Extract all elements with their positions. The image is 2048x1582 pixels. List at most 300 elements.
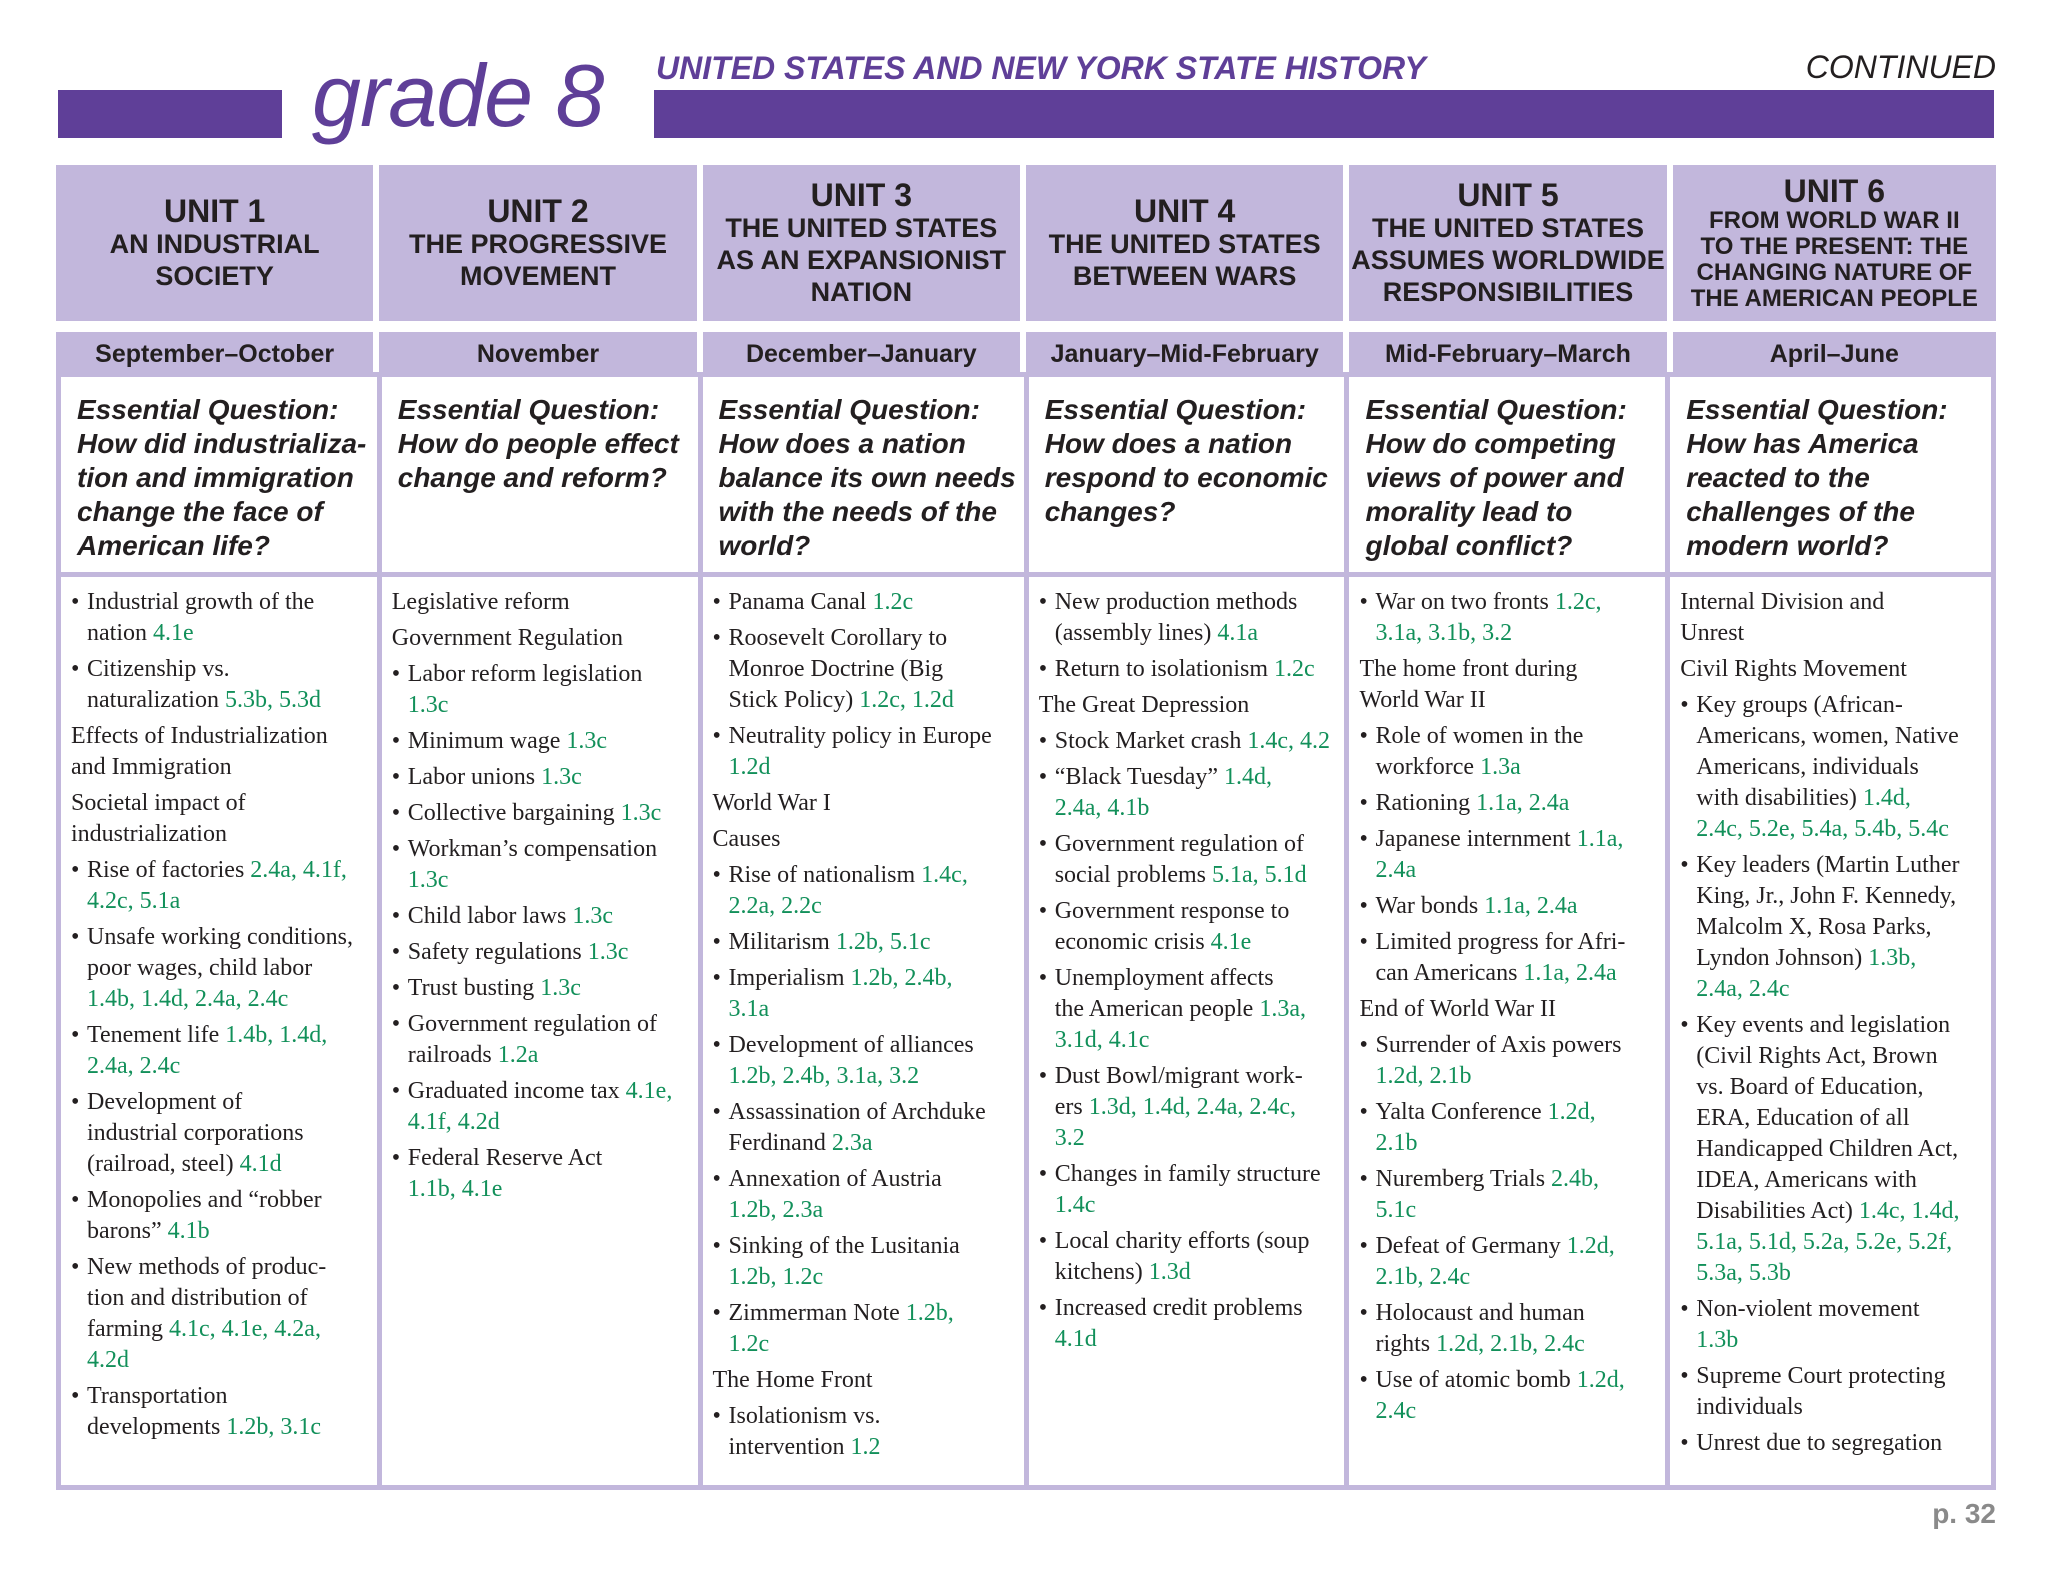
unit-topics-1	[61, 577, 382, 1485]
standard-codes: 2.4a, 4.1b	[1054, 795, 1150, 821]
topic-line	[408, 1174, 690, 1205]
topic-text: Rise of factories	[87, 857, 251, 883]
topic-line	[1375, 893, 1577, 919]
bullet-marker: •	[71, 656, 80, 682]
topic-bullet	[392, 659, 690, 721]
standard-codes: 3.1a, 3.1b, 3.2	[1375, 620, 1513, 646]
essential-question-line: morality lead to	[1365, 496, 1573, 527]
topic-bullet	[71, 855, 369, 917]
topic-bullet	[1680, 1010, 1983, 1289]
unit-dates-4: January–Mid-February	[1026, 332, 1343, 376]
unit-number: UNIT 3	[810, 177, 912, 213]
topic-bullet	[1039, 1293, 1337, 1355]
unit-header-4	[1026, 165, 1343, 321]
topic-text: Lyndon Johnson)	[1696, 945, 1869, 971]
topic-bullet	[1359, 587, 1657, 649]
unit-topics-5	[1349, 577, 1670, 1485]
topic-line	[1055, 927, 1337, 958]
topic-text: Local charity efforts (soup	[1054, 1228, 1310, 1254]
topic-line	[1696, 1392, 1983, 1423]
unit-title-line: FROM WORLD WAR II	[1709, 207, 1960, 234]
topic-line	[729, 1329, 1016, 1360]
topic-bullet	[71, 1381, 369, 1443]
topic-bullet	[713, 1298, 1016, 1360]
topic-bullet	[1039, 829, 1337, 891]
standard-codes: 1.4b, 1.4d, 2.4a, 2.4c	[87, 986, 289, 1012]
topic-text: industrial corporations	[87, 1120, 304, 1146]
topic-line	[87, 1314, 369, 1345]
topic-bullet	[1039, 762, 1337, 824]
unit-title-line: THE UNITED STATES	[1048, 229, 1321, 259]
topic-line	[1696, 912, 1983, 943]
standard-codes: 4.1a	[1217, 620, 1259, 646]
page-number: p. 32	[1932, 1498, 1996, 1529]
topic-bullet	[713, 1030, 1016, 1092]
topic-text: Key leaders (Martin Luther	[1696, 852, 1960, 878]
standard-codes: 1.4b, 1.4d,	[225, 1022, 328, 1048]
topic-text: Civil Rights Movement	[1680, 656, 1907, 682]
standard-codes: 4.1d	[1054, 1326, 1097, 1352]
essential-question-line: How does a nation	[1044, 428, 1293, 459]
topic-line	[1375, 752, 1657, 783]
topic-line	[1375, 790, 1569, 816]
unit-title-line: RESPONSIBILITIES	[1382, 277, 1634, 307]
topic-line	[1055, 618, 1337, 649]
topic-bullet	[392, 834, 690, 896]
bullet-marker: •	[391, 661, 401, 687]
standard-codes: 4.1b	[167, 1218, 210, 1244]
topic-text: industrialization	[71, 821, 227, 847]
topic-line	[1696, 814, 1983, 845]
topic-heading	[392, 587, 690, 618]
topic-text: Internal Division and	[1680, 589, 1885, 615]
topic-text: The Great Depression	[1038, 692, 1250, 718]
topic-text	[713, 824, 1016, 855]
topic-line	[1375, 723, 1583, 749]
topic-line	[729, 1432, 1016, 1463]
topic-text: New production methods	[1054, 589, 1298, 615]
essential-question-line: American life?	[77, 530, 270, 561]
topic-text: barons”	[87, 1218, 168, 1244]
topic-bullet	[1680, 1294, 1983, 1356]
standard-codes: 1.3c	[566, 728, 608, 754]
unit-title-line: TO THE PRESENT: THE	[1700, 233, 1969, 260]
topic-line	[1055, 589, 1298, 615]
essential-question-line: Essential Question:	[77, 394, 339, 425]
topic-text: Stock Market crash	[1054, 728, 1248, 754]
unit-header-3	[703, 165, 1020, 321]
standard-codes: 1.2	[850, 1434, 881, 1460]
topic-text: Citizenship vs.	[87, 656, 230, 682]
unit-dates-1: September–October	[56, 332, 373, 376]
standard-codes: 2.2a, 2.2c	[728, 893, 822, 919]
topic-text: Unemployment affects	[1054, 965, 1274, 991]
topic-text: Sinking of the Lusitania	[728, 1233, 960, 1259]
topic-line	[1055, 1324, 1337, 1355]
topic-text: Labor unions	[407, 764, 542, 790]
standard-codes: 1.2b, 3.1c	[226, 1414, 321, 1440]
bullet-marker: •	[1038, 764, 1048, 790]
bullet-marker: •	[712, 589, 721, 615]
topic-line	[408, 728, 607, 754]
topic-text: rights	[1375, 1331, 1437, 1357]
topic-text: workforce	[1375, 754, 1481, 780]
topic-text: Unrest	[1680, 620, 1745, 646]
standard-codes: 1.4d,	[1862, 785, 1911, 811]
topic-text: Yalta Conference	[1375, 1099, 1548, 1125]
topic-line	[729, 891, 1016, 922]
topic-text: Dust Bowl/migrant work-	[1054, 1063, 1303, 1089]
topic-line	[1680, 587, 1983, 618]
topic-text: Key groups (African-	[1696, 692, 1903, 718]
topic-line	[87, 886, 369, 917]
standard-codes: 4.1e,	[625, 1078, 673, 1104]
bullet-marker: •	[1680, 692, 1689, 718]
topic-text: tion and distribution of	[87, 1285, 308, 1311]
topic-line	[1055, 1025, 1337, 1056]
standard-codes: 1.3c	[572, 903, 614, 929]
topic-line	[1696, 1012, 1950, 1038]
topic-text: End of World War II	[1359, 996, 1557, 1022]
topic-heading	[713, 788, 1016, 819]
topic-text: Americans, women, Native	[1696, 723, 1959, 749]
topic-text: Surrender of Axis powers	[1375, 1032, 1622, 1058]
topic-bullet	[1359, 1030, 1657, 1092]
topic-text: New methods of produc-	[87, 1254, 327, 1280]
standard-codes: 1.2d,	[1566, 1233, 1615, 1259]
standard-codes: 1.2b, 1.2c	[728, 1264, 824, 1290]
unit-header-1	[56, 165, 373, 321]
topic-text: Panama Canal	[728, 589, 873, 615]
topic-line	[729, 1262, 1016, 1293]
topic-bullet	[71, 1087, 369, 1180]
standard-codes: 1.3a	[1480, 754, 1521, 780]
essential-question-line: world?	[718, 530, 811, 561]
topic-line	[87, 1345, 369, 1376]
topic-line	[408, 939, 629, 965]
topic-line	[729, 965, 953, 991]
bullet-marker: •	[1359, 723, 1368, 749]
header-bar-left	[58, 90, 282, 138]
topic-text: with disabilities)	[1696, 785, 1863, 811]
essential-question-line: views of power and	[1365, 462, 1624, 493]
essential-question-line: change and reform?	[397, 462, 667, 493]
standard-codes: 1.4c,	[921, 862, 968, 888]
standard-codes: 4.1c, 4.1e, 4.2a,	[168, 1316, 321, 1342]
topic-text: Rationing	[1375, 790, 1477, 816]
standard-codes: 2.4a, 4.1f,	[250, 857, 347, 883]
topic-bullet	[1680, 1361, 1983, 1423]
standard-codes: 1.4d,	[1224, 764, 1273, 790]
topic-text: Nuremberg Trials	[1375, 1166, 1552, 1192]
topic-text: Monroe Doctrine (Big	[728, 656, 944, 682]
standard-codes: 4.1d	[239, 1151, 282, 1177]
topic-text: Handicapped Children Act,	[1696, 1136, 1959, 1162]
bullet-marker: •	[1038, 831, 1048, 857]
standard-codes: 1.2d, 2.1b	[1375, 1063, 1472, 1089]
topic-line	[1359, 654, 1657, 685]
topic-line	[1055, 965, 1274, 991]
topic-line	[71, 819, 369, 850]
unit-title-line: THE UNITED STATES	[1371, 213, 1644, 243]
topic-bullet	[713, 1164, 1016, 1226]
bullet-marker: •	[71, 1089, 80, 1115]
bullet-marker: •	[1680, 1012, 1689, 1038]
topic-line	[408, 975, 581, 1001]
topic-line	[1055, 1092, 1337, 1123]
topic-line	[1696, 943, 1983, 974]
topic-line	[729, 1032, 974, 1058]
topic-bullet	[71, 587, 369, 649]
standard-codes: 1.2a	[497, 1042, 539, 1068]
standard-codes: 2.4a	[1375, 857, 1417, 883]
essential-question-line: How do competing	[1365, 428, 1616, 459]
topic-line	[1055, 994, 1337, 1025]
topic-bullet	[1039, 587, 1337, 649]
unit-content-table	[56, 372, 1996, 1490]
unit-topics-6	[1670, 577, 1991, 1485]
standard-codes: 4.2c, 5.1a	[87, 888, 181, 914]
standard-codes: 1.1a, 2.4a	[1523, 960, 1617, 986]
standard-codes: 1.2b, 5.1c	[835, 929, 931, 955]
bullet-marker: •	[391, 939, 401, 965]
topic-line	[1375, 1166, 1599, 1192]
topic-line	[1055, 831, 1304, 857]
topic-line	[1375, 1367, 1624, 1393]
standard-codes: 1.4c, 1.4d,	[1858, 1198, 1960, 1224]
topic-line	[1696, 881, 1983, 912]
topic-bullet	[713, 721, 1016, 783]
grade-title: grade 8	[312, 46, 604, 145]
topic-line	[713, 1365, 1016, 1396]
essential-question-line: tion and immigration	[77, 462, 354, 493]
topic-line	[1696, 1296, 1919, 1322]
topic-text: Changes in family structure	[1054, 1161, 1321, 1187]
bullet-marker: •	[1038, 898, 1048, 924]
topic-text: and Immigration	[71, 754, 232, 780]
topic-text: Effects of Industrialization	[71, 723, 328, 749]
subject-title: UNITED STATES AND NEW YORK STATE HISTORY	[656, 50, 1426, 86]
topic-bullet	[1359, 1365, 1657, 1427]
topic-text: Americans, individuals	[1696, 754, 1919, 780]
topic-line	[87, 1383, 227, 1409]
topic-text: Federal Reserve Act	[407, 1145, 603, 1171]
topic-text: (Civil Rights Act, Brown	[1696, 1043, 1938, 1069]
topic-line	[1696, 1363, 1945, 1389]
topic-bullet	[713, 1231, 1016, 1293]
topic-text: “Black Tuesday”	[1054, 764, 1225, 790]
standard-codes: 1.3c	[540, 975, 581, 1001]
standard-codes: 1.2c,	[1554, 589, 1602, 615]
topic-line	[87, 656, 230, 682]
topic-line	[1055, 1161, 1321, 1187]
topic-text: Non-violent movement	[1696, 1296, 1920, 1322]
essential-question-line: balance its own needs	[718, 462, 1016, 493]
topic-text: Neutrality policy in Europe	[728, 723, 992, 749]
topic-line	[1696, 1041, 1983, 1072]
topic-bullet	[1359, 1164, 1657, 1226]
unit-title-line: BETWEEN WARS	[1072, 261, 1297, 291]
unit-topics-4	[1029, 577, 1350, 1485]
bullet-marker: •	[391, 728, 401, 754]
essential-question-line: Essential Question:	[718, 394, 980, 425]
topic-line	[729, 654, 1016, 685]
topic-bullet	[1039, 896, 1337, 958]
topic-bullet	[713, 927, 1016, 958]
unit-title-line: MOVEMENT	[459, 261, 616, 291]
topic-line	[729, 625, 948, 651]
topic-bullet	[1039, 1226, 1337, 1288]
topic-bullet	[1359, 721, 1657, 783]
topic-line	[1696, 1325, 1983, 1356]
standard-codes: 1.4c	[1054, 1192, 1096, 1218]
topic-text: Malcolm X, Rosa Parks,	[1696, 914, 1932, 940]
topic-text: nation	[87, 620, 153, 646]
topic-line	[87, 1022, 327, 1048]
essential-question-1	[61, 377, 382, 577]
topic-text: Minimum wage	[407, 728, 567, 754]
topic-bullet	[1680, 690, 1983, 845]
topic-line	[87, 1283, 369, 1314]
topic-line	[729, 752, 1016, 783]
topic-text: Use of atomic bomb	[1375, 1367, 1577, 1393]
topic-line	[408, 865, 690, 896]
topic-line	[408, 1078, 673, 1104]
topic-text: World War II	[1359, 687, 1486, 713]
bullet-marker: •	[71, 1187, 80, 1213]
topic-line	[1055, 1295, 1303, 1321]
topic-text: (assembly lines)	[1054, 620, 1218, 646]
topic-text: Causes	[712, 826, 781, 852]
topic-bullet	[392, 798, 690, 829]
essential-question-line: global conflict?	[1365, 530, 1573, 561]
unit-header-5	[1349, 165, 1666, 321]
topic-text: Child labor laws	[407, 903, 573, 929]
topic-line	[87, 1149, 369, 1180]
topic-bullet	[71, 1252, 369, 1376]
topic-text: Tenement life	[87, 1022, 226, 1048]
topic-line	[729, 1300, 954, 1326]
topic-line	[729, 1061, 1016, 1092]
topic-line	[729, 1128, 1016, 1159]
unit-dates-row	[56, 332, 1996, 376]
topic-text: Workman’s compensation	[407, 836, 658, 862]
bullet-marker: •	[1680, 1430, 1689, 1456]
standard-codes: 1.3c	[407, 867, 449, 893]
topic-line	[1375, 826, 1623, 852]
topic-line	[408, 800, 662, 826]
topic-text	[713, 1365, 1016, 1396]
bullet-marker: •	[1359, 1367, 1368, 1393]
topic-line	[408, 764, 582, 790]
bullet-marker: •	[1038, 728, 1048, 754]
topic-bullet	[392, 1143, 690, 1205]
topic-text: The home front during	[1359, 656, 1578, 682]
header-bar-right	[654, 90, 1994, 138]
topic-text: Japanese internment	[1375, 826, 1577, 852]
bullet-marker: •	[1359, 790, 1368, 816]
topic-line	[71, 752, 369, 783]
topic-text: ers	[1054, 1094, 1089, 1120]
topic-bullet	[392, 937, 690, 968]
topic-line	[729, 589, 914, 615]
topic-text: ERA, Education of all	[1696, 1105, 1910, 1131]
topic-line	[1696, 1227, 1983, 1258]
essential-question-line: changes?	[1044, 496, 1176, 527]
essential-question-6	[1670, 377, 1991, 577]
standard-codes: 2.4a, 2.4c	[1696, 976, 1790, 1002]
topic-bullet	[392, 762, 690, 793]
topic-text: railroads	[407, 1042, 498, 1068]
topic-line	[392, 587, 690, 618]
topic-line	[1375, 1128, 1657, 1159]
topic-text: Stick Policy)	[728, 687, 860, 713]
topic-text: Government regulation of	[1054, 831, 1304, 857]
bullet-marker: •	[1038, 1228, 1048, 1254]
standard-codes: 2.1b	[1375, 1130, 1418, 1156]
standard-codes: 1.2d, 2.1b, 2.4c	[1436, 1331, 1585, 1357]
standard-codes: 1.3c	[587, 939, 629, 965]
topic-text: Ferdinand	[728, 1130, 832, 1156]
continued-label: CONTINUED	[1805, 49, 1996, 85]
standard-codes: 1.3b	[1696, 1327, 1739, 1353]
essential-question-line: Essential Question:	[1365, 394, 1627, 425]
topic-line	[1375, 1099, 1595, 1125]
essential-question-line: How did industrializa-	[77, 428, 367, 459]
topic-line	[1696, 692, 1903, 718]
topic-text: Imperialism	[728, 965, 851, 991]
topic-bullet	[392, 1076, 690, 1138]
standard-codes: 3.1d, 4.1c	[1054, 1027, 1150, 1053]
topic-line	[1696, 1258, 1983, 1289]
standard-codes: 2.3a	[831, 1130, 873, 1156]
topic-text: Labor reform legislation	[407, 661, 643, 687]
topic-line	[1055, 764, 1272, 790]
standard-codes: 1.3c	[620, 800, 662, 826]
bullet-marker: •	[1038, 965, 1048, 991]
topic-text: Militarism	[728, 929, 836, 955]
topic-line	[1359, 685, 1657, 716]
bullet-marker: •	[712, 965, 721, 991]
unit-title-line: SOCIETY	[155, 261, 274, 291]
topic-text	[392, 623, 690, 654]
topic-line	[1055, 793, 1337, 824]
topic-line	[1359, 994, 1657, 1025]
topic-text: developments	[87, 1414, 227, 1440]
bullet-marker: •	[1680, 852, 1689, 878]
topic-text: Rise of nationalism	[728, 862, 922, 888]
essential-question-line: How has America	[1686, 428, 1919, 459]
standard-codes: 1.3c	[541, 764, 582, 790]
topic-line	[1696, 1430, 1942, 1456]
bullet-marker: •	[1359, 893, 1368, 919]
topic-text: War bonds	[1375, 893, 1485, 919]
topic-line	[1696, 1134, 1983, 1165]
topic-bullet	[1359, 824, 1657, 886]
standard-codes: 4.1f, 4.2d	[407, 1109, 500, 1135]
bullet-marker: •	[1359, 1300, 1368, 1326]
bullet-marker: •	[1359, 589, 1368, 615]
bullet-marker: •	[71, 1254, 80, 1280]
standard-codes: 5.3a, 5.3b	[1696, 1260, 1791, 1286]
topic-bullet	[1039, 726, 1337, 757]
standard-codes: 5.1a, 5.1d, 5.2a, 5.2e, 5.2f,	[1696, 1229, 1953, 1255]
topic-text: Role of women in the	[1375, 723, 1584, 749]
unit-title-line: NATION	[810, 277, 913, 307]
unit-dates-3: December–January	[703, 332, 1020, 376]
topic-line	[1055, 1228, 1310, 1254]
bullet-marker: •	[1038, 656, 1048, 682]
